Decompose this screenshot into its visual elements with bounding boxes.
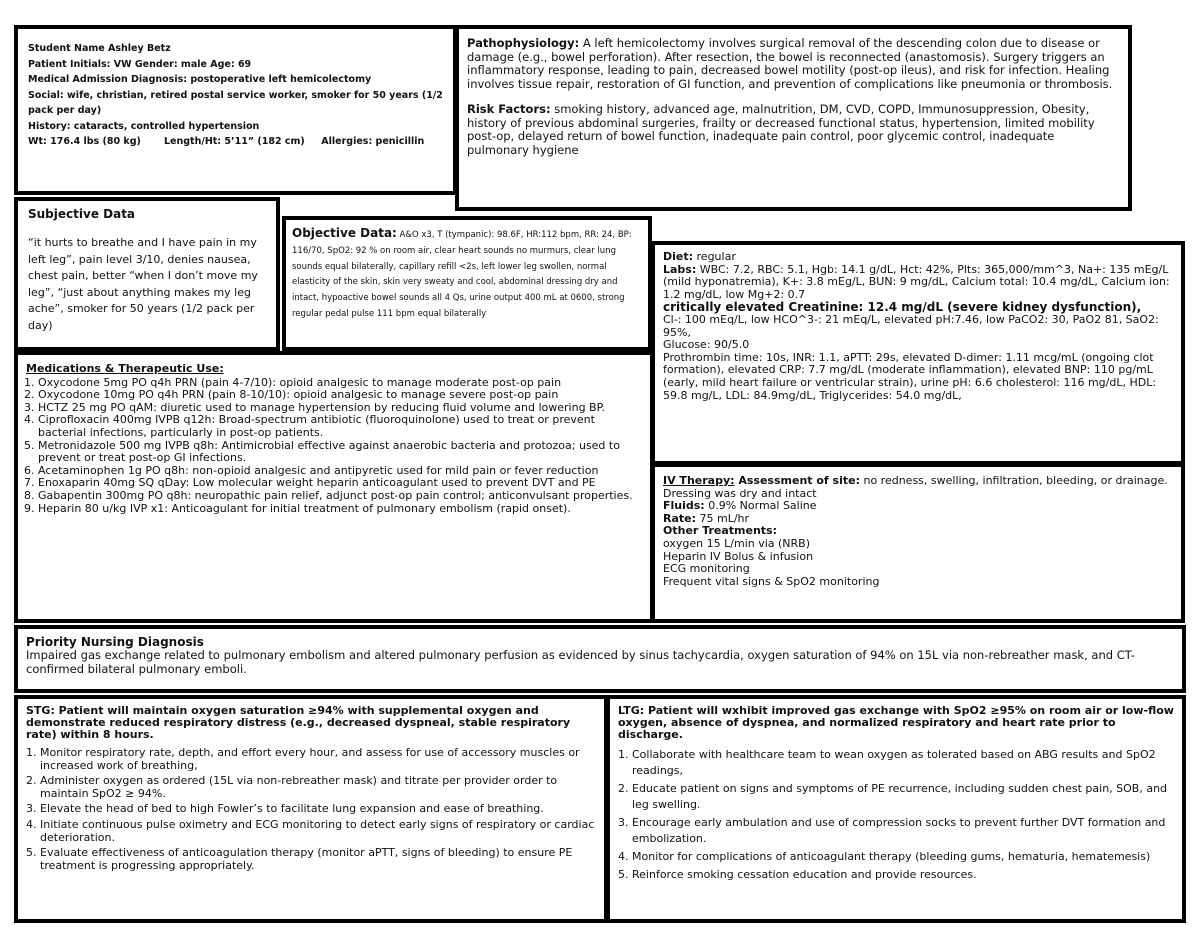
medical-history: History: cataracts, controlled hypertension xyxy=(28,120,260,132)
labs-values-b: Cl-: 100 mEq/L, low HCO^3-: 21 mEq/L, elevated pH:7.46, low PaCO2: 30, PaO2 81, SaO2: 95%, xyxy=(663,312,1159,339)
subjective-data-box xyxy=(14,197,280,351)
student-name: Student Name Ashley Betz xyxy=(28,43,171,54)
other-treatment-item: Heparin IV Bolus & infusion xyxy=(663,549,814,563)
iv-assessment-value: no redness, swelling, infiltration, bleeding, or drainage. Dressing was dry and intact xyxy=(663,474,1168,500)
medication-item: 9. Heparin 80 u/kg IVP x1: Anticoagulant for initial treatment of pulmonary embolism (rapid onset). xyxy=(38,503,644,516)
medications-title: Medications & Therapeutic Use: xyxy=(26,362,224,375)
pathophysiology-box xyxy=(455,25,1132,211)
labs-line xyxy=(663,264,1175,302)
diet-labs-box xyxy=(651,241,1185,465)
subjective-title: Subjective Data xyxy=(28,207,136,221)
short-term-goal-box xyxy=(14,695,608,923)
medication-item: 3. HCTZ 25 mg PO qAM: diuretic used to manage hypertension by reducing fluid volume and lowering BP. xyxy=(38,402,644,415)
medications-box xyxy=(14,351,654,623)
pathophysiology-body: A left hemicolectomy involves surgical removal of the descending colon due to disease or damage (e.g., bowel perforation). After resection, the bowel is reconnected (anastomosis). Surgery triggers an inflammatory response, leading to pain, decreased bowel motility (post-op ileus), and risk for infection. Healing involves tissue repair, restoration of GI function, and prevention of complications like pneumonia or thrombosis. xyxy=(467,36,1113,91)
medication-item: 8. Gabapentin 300mg PO q8h: neuropathic pain relief, adjunct post-op pain control; anticonvulsant properties. xyxy=(38,490,644,503)
objective-title: Objective Data: xyxy=(292,226,397,240)
glucose-value: Glucose: 90/5.0 xyxy=(663,338,750,352)
iv-fluids-label: Fluids: xyxy=(663,499,705,513)
stg-interventions xyxy=(26,747,598,872)
stg-goal: STG: Patient will maintain oxygen saturation ≥94% with supplemental oxygen and demonstrate reduced respiratory distress (e.g., decreased dyspneal, stable respiratory rate) within 8 hours. xyxy=(26,704,571,741)
labs-values-a: WBC: 7.2, RBC: 5.1, Hgb: 14.1 g/dL, Hct: 42%, Plts: 365,000/mm^3, Na+: 135 mEg/L (mild hyponatremia), K+: 3.8 mEg/L, BUN: 9 mg/dL, Calcium total: 10.4 mg/dL, Calcium ion: 1.2 mg/dL, low Mg+2: 0.7 xyxy=(663,262,1170,301)
iv-therapy-box xyxy=(651,463,1185,623)
risk-factors-body: smoking history, advanced age, malnutrition, DM, CVD, COPD, Immunosuppression, Obesity, history of previous abdominal surgeries, frailty or decreased functional status, hypertension, limited mobility post-op, delayed return of bowel function, inadequate pain control, poor glycemic control, inadequate pulmonary hygiene xyxy=(467,102,1095,157)
diet-label: Diet: xyxy=(663,250,694,263)
ltg-intervention: 4. Monitor for complications of anticoagulant therapy (bleeding gums, hematuria, hematemesis) xyxy=(632,849,1176,865)
medications-list xyxy=(26,377,644,516)
pathophysiology-label: Pathophysiology: xyxy=(467,36,580,50)
iv-assessment-line xyxy=(663,475,1173,500)
priority-diagnosis-title: Priority Nursing Diagnosis xyxy=(26,635,204,649)
stg-intervention: 1. Monitor respiratory rate, depth, and effort every hour, and assess for use of accessory muscles or increased work of breathing, xyxy=(40,747,598,772)
other-treatment-item: Frequent vital signs & SpO2 monitoring xyxy=(663,574,880,588)
subjective-text: “it hurts to breathe and I have pain in my left leg”, pain level 3/10, denies nausea, chest pain, better “when I don’t move my leg”, “just about anything makes my leg ache”, smoker for 50 years (1/2 pack per day) xyxy=(28,236,258,332)
ltg-intervention: 1. Collaborate with healthcare team to wean oxygen as tolerated based on ABG results and SpO2 readings, xyxy=(632,747,1176,779)
ltg-intervention: 2. Educate patient on signs and symptoms of PE recurrence, including sudden chest pain, SOB, and leg swelling. xyxy=(632,781,1176,813)
medication-item: 5. Metronidazole 500 mg IVPB q8h: Antimicrobial effective against anaerobic bacteria and protozoa; used to prevent or treat post-op GI infections. xyxy=(38,440,644,465)
stg-intervention: 2. Administer oxygen as ordered (15L via non-rebreather mask) and titrate per provider order to maintain SpO2 ≥ 94%. xyxy=(40,775,598,800)
risk-factors-label: Risk Factors: xyxy=(467,102,551,116)
creatinine-critical: critically elevated Creatinine: 12.4 mg/dL (severe kidney dysfunction), xyxy=(663,300,1142,315)
pathophysiology-text xyxy=(467,37,1118,91)
iv-rate-label: Rate: xyxy=(663,511,697,525)
iv-therapy-label: IV Therapy: xyxy=(663,474,735,487)
social-history: Social: wife, christian, retired postal service worker, smoker for 50 years (1/2 pack per day) xyxy=(28,89,443,116)
ltg-intervention: 3. Encourage early ambulation and use of compression socks to prevent further DVT formation and embolization. xyxy=(632,815,1176,847)
diet-value: regular xyxy=(693,250,736,263)
patient-initials: Patient Initials: VW Gender: male Age: 69 xyxy=(28,58,252,70)
ltg-intervention: 5. Reinforce smoking cessation education and provide resources. xyxy=(632,867,1176,883)
stg-intervention: 5. Evaluate effectiveness of anticoagulation therapy (monitor aPTT, signs of bleeding) to ensure PE treatment is progressing appropriately. xyxy=(40,847,598,872)
iv-rate-value: 75 mL/hr xyxy=(696,511,750,525)
stg-intervention: 4. Initiate continuous pulse oximetry and ECG monitoring to detect early signs of respiratory or cardiac deterioration. xyxy=(40,819,598,844)
admission-diagnosis: Medical Admission Diagnosis: postoperative left hemicolectomy xyxy=(28,74,372,85)
medication-item: 2. Oxycodone 10mg PO q4h PRN (pain 8-10/10): opioid analgesic to manage severe post-op pain xyxy=(38,389,644,402)
labs-label: Labs: xyxy=(663,262,697,276)
objective-text: A&O x3, T (tympanic): 98.6F, HR:112 bpm, RR: 24, BP: 116/70, SpO2: 92 % on room air, clear heart sounds no murmurs, clear lung sounds equal bilaterally, capillary refill <2s, left lower leg swollen, normal elasticity of the skin, skin very sweaty and cool, abdominal dressing dry and intact, hypoactive bowel sounds all 4 Qs, urine output 400 mL at 0600, strong regular pedal pulse 111 bpm equal bilaterally xyxy=(292,230,632,319)
objective-data-box xyxy=(282,216,652,351)
other-treatment-item: oxygen 15 L/min via (NRB) xyxy=(663,536,811,550)
ltg-goal: LTG: Patient will wxhibit improved gas exchange with SpO2 ≥95% on room air or low-flow oxygen, absence of dyspnea, and normalized respiratory and heart rate prior to discharge. xyxy=(618,704,1174,741)
priority-diagnosis-box xyxy=(14,625,1186,693)
other-treatment-item: ECG monitoring xyxy=(663,562,750,576)
risk-factors-text xyxy=(467,103,1118,157)
ltg-interventions xyxy=(618,747,1176,883)
labs-values-c: Prothrombin time: 10s, INR: 1.1, aPTT: 29s, elevated D-dimer: 1.11 mcg/mL (ongoing clot formation), elevated CRP: 7.7 mg/dL (moderate inflammation), elevated BNP: 110 pg/mL (early, mild heart failure or ventricular strain), urine pH: 6.6 cholesterol: 116 mg/dL, HDL: 59.8 mg/L, LDL: 84.9mg/dL, Triglycerides: 54.0 mg/dL, xyxy=(663,350,1157,402)
iv-assessment-label: Assessment of site: xyxy=(734,474,860,487)
student-info-box xyxy=(14,25,457,195)
medication-item: 1. Oxycodone 5mg PO q4h PRN (pain 4-7/10): opioid analgesic to manage moderate post-op pain xyxy=(38,377,644,390)
medication-item: 7. Enoxaparin 40mg SQ qDay: Low molecular weight heparin anticoagulant used to prevent DVT and PE xyxy=(38,477,644,490)
iv-fluids-value: 0.9% Normal Saline xyxy=(704,499,817,513)
priority-diagnosis-text: Impaired gas exchange related to pulmonary embolism and altered pulmonary perfusion as evidenced by sinus tachycardia, oxygen saturation of 94% on 15L via non-rebreather mask, and CT- confirmed bilateral pulmonary emboli. xyxy=(26,648,1135,676)
weight-height-allergies: Wt: 176.4 lbs (80 kg) Length/Ht: 5’11” (182 cm) Allergies: penicillin xyxy=(28,136,425,147)
medication-item: 4. Ciprofloxacin 400mg IVPB q12h: Broad-spectrum antibiotic (fluoroquinolone) used to treat or prevent bacterial infections, particularly in post-op patients. xyxy=(38,414,644,439)
stg-intervention: 3. Elevate the head of bed to high Fowler’s to facilitate lung expansion and ease of breathing. xyxy=(40,803,598,816)
other-treatments-label: Other Treatments: xyxy=(663,524,777,538)
long-term-goal-box xyxy=(606,695,1186,923)
medication-item: 6. Acetaminophen 1g PO q8h: non-opioid analgesic and antipyretic used for mild pain or fever reduction xyxy=(38,465,644,478)
